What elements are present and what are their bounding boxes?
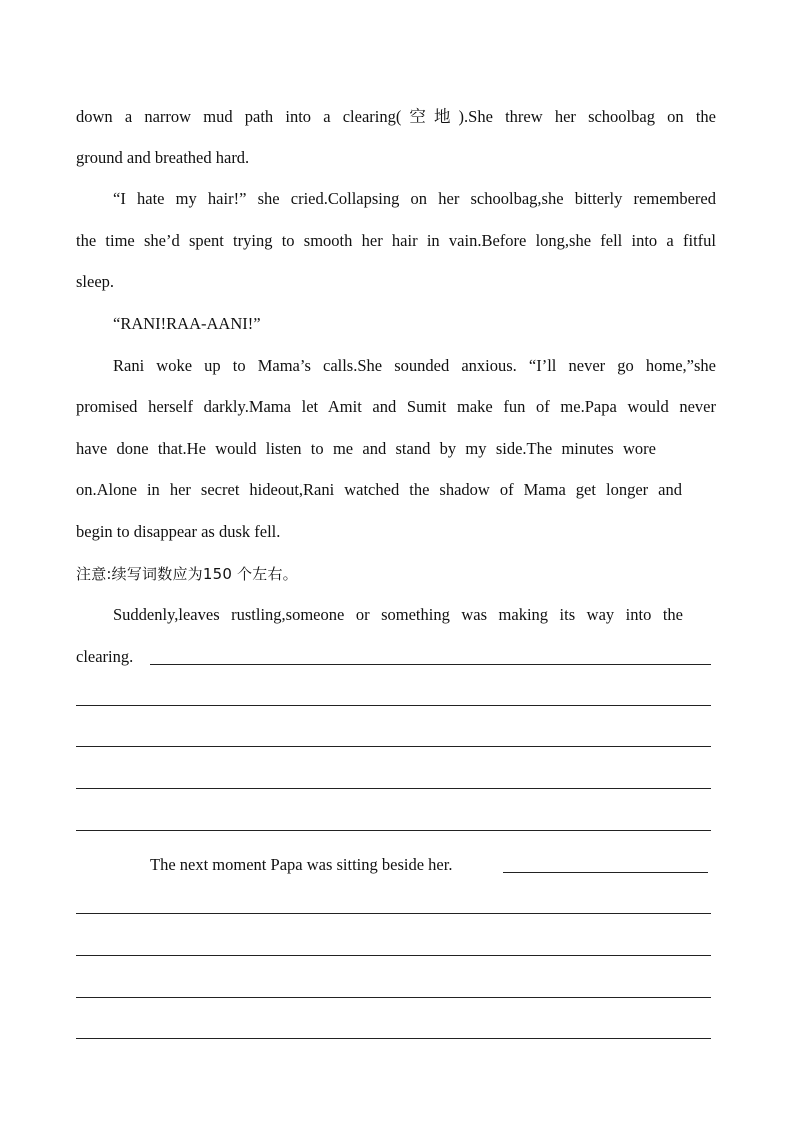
writing-line[interactable]	[76, 705, 711, 706]
writing-line[interactable]	[76, 1038, 711, 1039]
passage-line: “RANI!RAA-AANI!”	[113, 314, 261, 333]
writing-line[interactable]	[76, 830, 711, 831]
writing-line[interactable]	[150, 664, 711, 665]
passage-line: the time she’d spent trying to smooth her hair in vain.Before long,she fell into a fitful	[76, 231, 716, 250]
word-count-note: 注意:续写词数应为150 个左右。	[76, 565, 298, 583]
passage-line: “I hate my hair!” she cried.Collapsing on her schoolbag,she bitterly remembered	[113, 189, 716, 208]
passage-line: down a narrow mud path into a clearing(空地).She threw her schoolbag on the	[76, 107, 716, 126]
writing-line[interactable]	[76, 913, 711, 914]
writing-line[interactable]	[76, 955, 711, 956]
passage-line: on.Alone in her secret hideout,Rani watched the shadow of Mama get longer and	[76, 480, 682, 499]
paragraph1-opening-cont: clearing.	[76, 647, 134, 666]
writing-line[interactable]	[76, 997, 711, 998]
paragraph1-opening: Suddenly,leaves rustling,someone or something was making its way into the	[113, 605, 683, 624]
passage-line: Rani woke up to Mama’s calls.She sounded anxious. “I’ll never go home,”she	[113, 356, 716, 375]
writing-line[interactable]	[503, 872, 708, 873]
paragraph2-opening: The next moment Papa was sitting beside her.	[150, 855, 453, 874]
writing-line[interactable]	[76, 788, 711, 789]
writing-line[interactable]	[76, 746, 711, 747]
passage-line: have done that.He would listen to me and stand by my side.The minutes wore	[76, 439, 656, 458]
passage-line: promised herself darkly.Mama let Amit and Sumit make fun of me.Papa would never	[76, 397, 716, 416]
passage-line: sleep.	[76, 272, 115, 291]
passage-line: ground and breathed hard.	[76, 148, 250, 167]
passage-line: begin to disappear as dusk fell.	[76, 522, 281, 541]
